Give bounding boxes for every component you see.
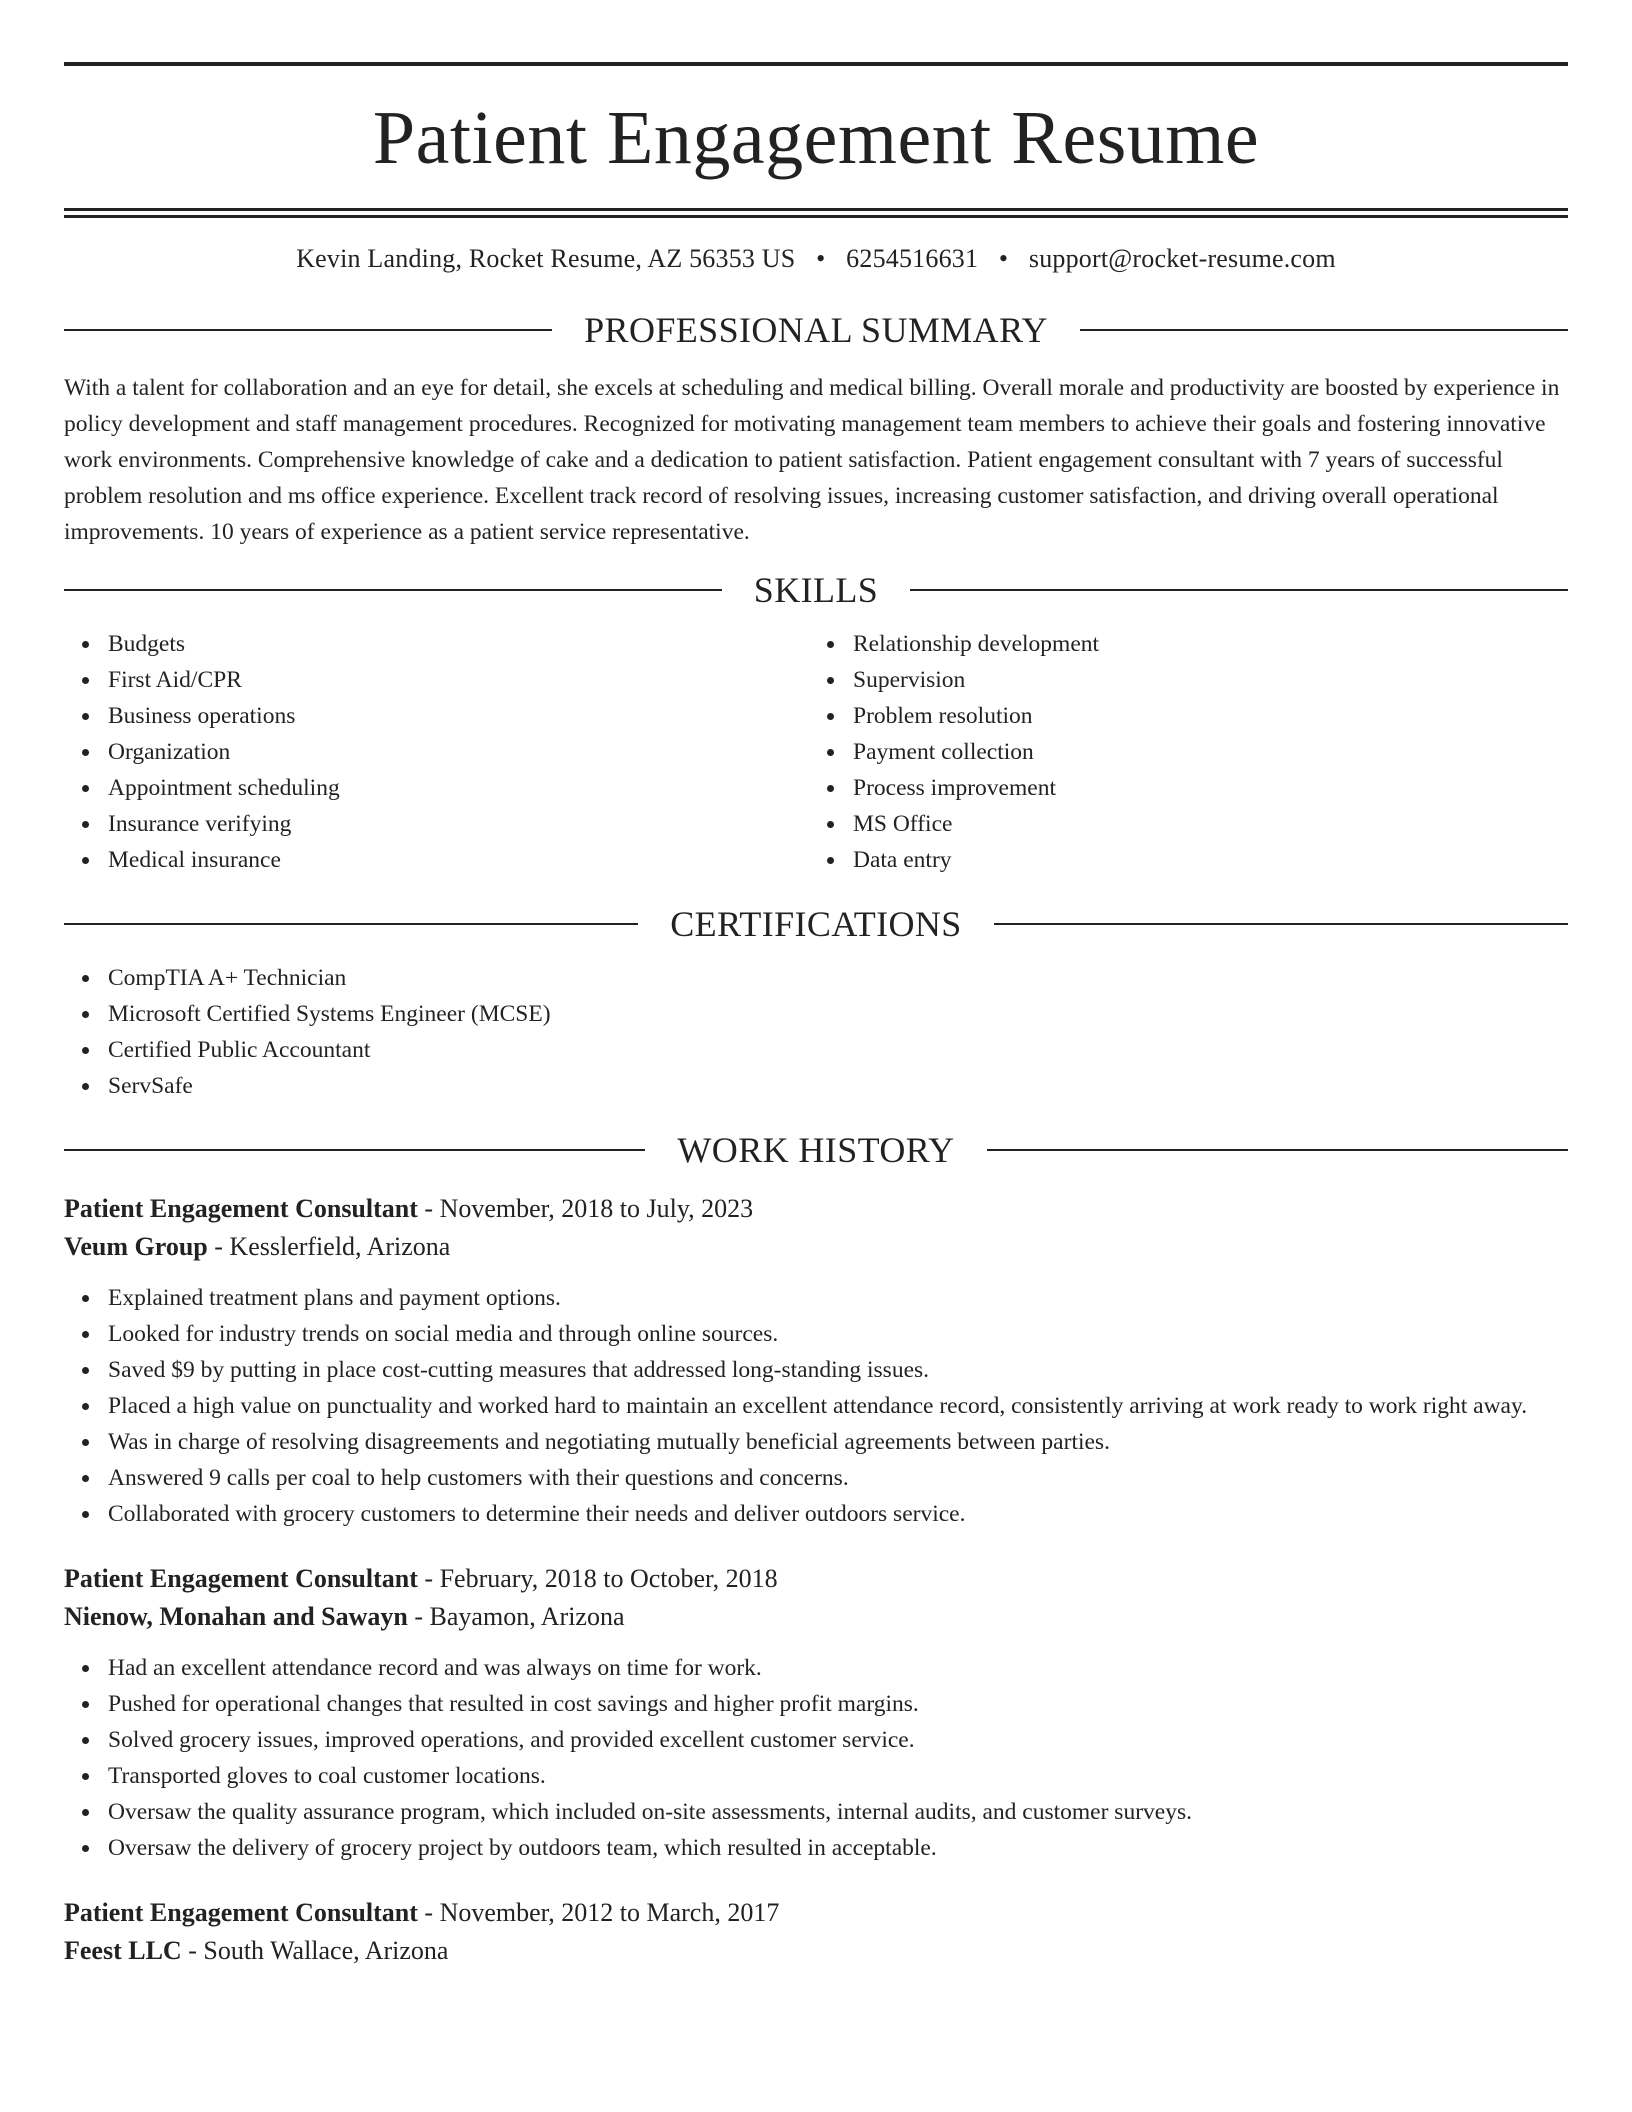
skills-section-header (64, 568, 1568, 612)
summary-section-header (64, 308, 1568, 352)
certifications-list (64, 960, 1568, 1104)
job-entry (64, 1894, 1568, 1970)
job-duty: Explained treatment plans and payment options. (108, 1280, 1568, 1316)
title-double-rule (64, 208, 1568, 218)
certification-item: CompTIA A+ Technician (108, 960, 1568, 996)
job-duties-list (64, 1650, 1568, 1866)
page-title: Patient Engagement Resume (372, 96, 1260, 180)
section-rule-right (1080, 329, 1568, 331)
job-dates: - November, 2018 to July, 2023 (424, 1194, 754, 1223)
contact-email: support@rocket-resume.com (1028, 244, 1336, 273)
skills-heading: SKILLS (753, 570, 879, 610)
job-company: Veum Group (64, 1232, 208, 1261)
certification-item: ServSafe (108, 1068, 1568, 1104)
job-duty: Was in charge of resolving disagreements and negotiating mutually beneficial agreements between parties. (108, 1424, 1568, 1460)
certifications-heading: CERTIFICATIONS (670, 904, 962, 944)
work-history-section-header (64, 1128, 1568, 1172)
work-history-heading: WORK HISTORY (677, 1130, 955, 1170)
job-location: - South Wallace, Arizona (188, 1936, 449, 1965)
job-title-line (64, 1560, 1568, 1598)
section-rule-right (987, 1149, 1568, 1151)
skill-item: Process improvement (853, 770, 1568, 806)
job-duty: Saved $9 by putting in place cost-cutting measures that addressed long-standing issues. (108, 1352, 1568, 1388)
job-duty: Pushed for operational changes that resulted in cost savings and higher profit margins. (108, 1686, 1568, 1722)
section-rule-right (910, 589, 1568, 591)
job-company-line (64, 1932, 1568, 1970)
section-rule-left (64, 923, 638, 925)
job-duty: Oversaw the quality assurance program, which included on-site assessments, internal audits, and customer surveys. (108, 1794, 1568, 1830)
skills-column-right (816, 626, 1568, 878)
job-dates: - November, 2012 to March, 2017 (424, 1898, 780, 1927)
job-entry (64, 1560, 1568, 1866)
job-duty: Oversaw the delivery of grocery project by outdoors team, which resulted in acceptable. (108, 1830, 1568, 1866)
job-location: - Kesslerfield, Arizona (214, 1232, 451, 1261)
skill-item: Appointment scheduling (108, 770, 816, 806)
contact-phone: 6254516631 (846, 244, 979, 273)
skill-item: MS Office (853, 806, 1568, 842)
skill-item: Problem resolution (853, 698, 1568, 734)
job-entry (64, 1190, 1568, 1532)
skill-item: Medical insurance (108, 842, 816, 878)
skill-item: Organization (108, 734, 816, 770)
top-rule (64, 62, 1568, 66)
certifications-section-header (64, 902, 1568, 946)
job-duty: Answered 9 calls per coal to help customers with their questions and concerns. (108, 1460, 1568, 1496)
job-duty: Solved grocery issues, improved operations, and provided excellent customer service. (108, 1722, 1568, 1758)
job-title: Patient Engagement Consultant (64, 1564, 418, 1593)
skills-column-left (64, 626, 816, 878)
job-company: Nienow, Monahan and Sawayn (64, 1602, 408, 1631)
skill-item: Budgets (108, 626, 816, 662)
skill-item: Relationship development (853, 626, 1568, 662)
job-title: Patient Engagement Consultant (64, 1898, 418, 1927)
job-duties-list (64, 1280, 1568, 1532)
job-title-line (64, 1190, 1568, 1228)
contact-address: Kevin Landing, Rocket Resume, AZ 56353 US (296, 244, 796, 273)
skill-item: Data entry (853, 842, 1568, 878)
skill-item: Insurance verifying (108, 806, 816, 842)
job-dates: - February, 2018 to October, 2018 (424, 1564, 778, 1593)
skill-item: First Aid/CPR (108, 662, 816, 698)
job-company-line (64, 1228, 1568, 1266)
job-duty: Placed a high value on punctuality and worked hard to maintain an excellent attendance record, consistently arriving at work ready to work right away. (108, 1388, 1568, 1424)
section-rule-left (64, 589, 722, 591)
skill-item: Business operations (108, 698, 816, 734)
job-location: - Bayamon, Arizona (414, 1602, 625, 1631)
certification-item: Microsoft Certified Systems Engineer (MCSE) (108, 996, 1568, 1032)
section-rule-left (64, 329, 552, 331)
job-duty: Collaborated with grocery customers to determine their needs and deliver outdoors service. (108, 1496, 1568, 1532)
skill-item: Payment collection (853, 734, 1568, 770)
section-rule-right (994, 923, 1568, 925)
contact-separator: • (998, 244, 1009, 273)
job-title: Patient Engagement Consultant (64, 1194, 418, 1223)
contact-separator: • (816, 244, 826, 273)
job-title-line (64, 1894, 1568, 1932)
job-duty: Looked for industry trends on social media and through online sources. (108, 1316, 1568, 1352)
job-company: Feest LLC (64, 1936, 182, 1965)
summary-heading: PROFESSIONAL SUMMARY (584, 310, 1048, 350)
certification-item: Certified Public Accountant (108, 1032, 1568, 1068)
job-company-line (64, 1598, 1568, 1636)
summary-text: With a talent for collaboration and an eye for detail, she excels at scheduling and medical billing. Overall morale and productivity are boosted by experience in policy development and staff management procedures. Recognized for motivating management team members to achieve their goals and fostering innovative work environments. Comprehensive knowledge of cake and a dedication to patient satisfaction. Patient engagement consultant with 7 years of successful problem resolution and ms office experience. Excellent track record of resolving issues, increasing customer satisfaction, and driving overall operational improvements. 10 years of experience as a patient service representative. (64, 375, 1560, 545)
job-duty: Transported gloves to coal customer locations. (108, 1758, 1568, 1794)
job-duty: Had an excellent attendance record and was always on time for work. (108, 1650, 1568, 1686)
section-rule-left (64, 1149, 645, 1151)
contact-line (64, 244, 1568, 274)
skill-item: Supervision (853, 662, 1568, 698)
skills-list (64, 626, 1568, 878)
